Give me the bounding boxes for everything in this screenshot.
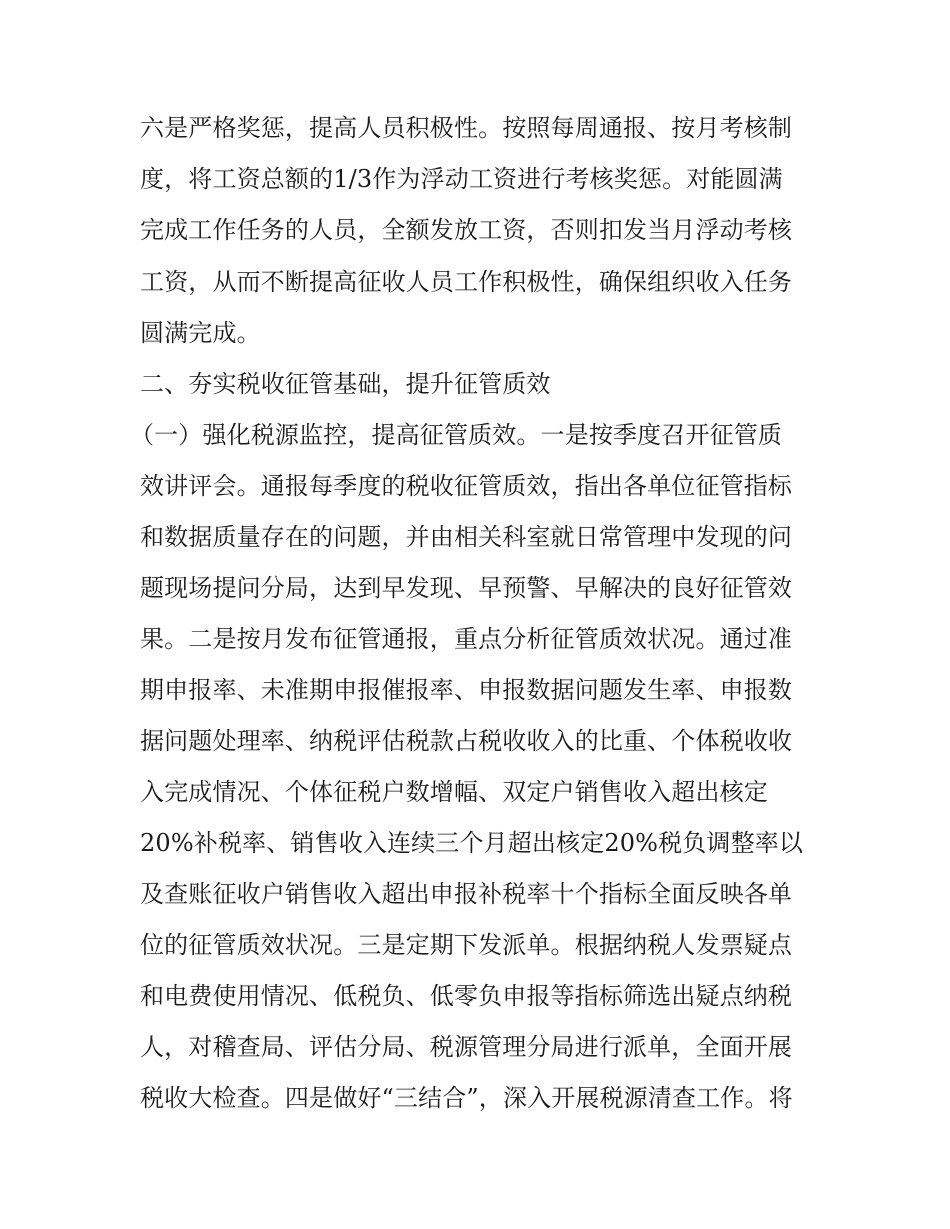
text-line: 和数据质量存在的问题，并由相关科室就日常管理中发现的问: [140, 523, 793, 551]
text-line: 20%补税率、销售收入连续三个月超出核定20%税负调整率以: [140, 829, 804, 857]
text-line: 位的征管质效状况。三是定期下发派单。根据纳税人发票疑点: [140, 931, 793, 959]
text-line: 六是严格奖惩，提高人员积极性。按照每周通报、按月考核制: [140, 114, 793, 142]
text-line: 效讲评会。通报每季度的税收征管质效，指出各单位征管指标: [140, 472, 793, 500]
text-line: 人，对稽查局、评估分局、税源管理分局进行派单，全面开展: [140, 1033, 793, 1061]
text-line: 据问题处理率、纳税评估税款占税收收入的比重、个体税收收: [140, 727, 793, 755]
text-line: 入完成情况、个体征税户数增幅、双定户销售收入超出核定: [140, 778, 768, 806]
text-line: 题现场提问分局，达到早发现、早预警、早解决的良好征管效: [140, 574, 793, 602]
text-line: 度，将工资总额的1/3作为浮动工资进行考核奖惩。对能圆满: [140, 165, 783, 193]
text-line: 和电费使用情况、低税负、低零负申报等指标筛选出疑点纳税: [140, 982, 793, 1010]
text-line: 果。二是按月发布征管通报，重点分析征管质效状况。通过准: [140, 625, 793, 653]
text-line: 圆满完成。: [140, 319, 261, 347]
text-line: 工资，从而不断提高征收人员工作积极性，确保组织收入任务: [140, 268, 793, 296]
text-line: 期申报率、未准期申报催报率、申报数据问题发生率、申报数: [140, 676, 793, 704]
section-heading: 二、夯实税收征管基础，提升征管质效: [140, 370, 551, 398]
subsection-heading: （一）强化税源监控，提高征管质效。一是按季度召开征管质: [130, 421, 783, 449]
text-line: 及查账征收户销售收入超出申报补税率十个指标全面反映各单: [140, 880, 793, 908]
text-line: 税收大检查。四是做好“三结合”，深入开展税源清查工作。将: [140, 1084, 793, 1112]
text-line: 完成工作任务的人员，全额发放工资，否则扣发当月浮动考核: [140, 216, 793, 244]
